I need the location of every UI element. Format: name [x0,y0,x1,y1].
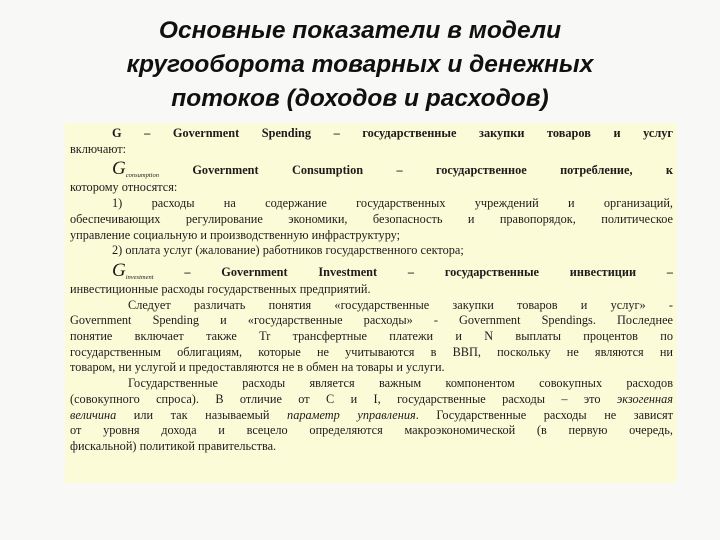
doc-line: Государственные расходы является важным компонентом совокупных расходов [128,376,673,391]
term-government-investment: – Government Investment [184,264,378,279]
doc-line: Government Spending и «государственные расходы» - Government Spendings. Последнее [70,313,673,328]
doc-line-g-consumption: $G_{consumption}$ Government Consumption – государственное потребление, к [112,158,673,180]
g-consumption-symbol: G [112,158,126,180]
doc-line: обеспечивающих регулирование экономики, безопасность и правопорядок, политическое [70,211,673,226]
g-investment-symbol: G [112,259,126,281]
title-line-2: кругооборота товарных и денежных [126,51,594,78]
doc-line: (совокупного спроса). В отличие от С и I, государственные расходы – это экзогенная [70,391,673,406]
doc-line: от уровня дохода и всецело определяются макроэкономической (в первую очередь, [70,423,673,438]
doc-line: фискальной) политикой правительства. [70,438,277,453]
term-exogenous: экзогенная [616,391,673,406]
doc-line: величина или так называемый параметр управления. Государственные расходы не зависят [70,407,673,422]
doc-line: государственным облигациям, которые не учитываются в ВВП, поскольку не являются ни [70,344,673,359]
doc-line: 2) оплата услуг (жалование) работников государственного сектора; [112,243,464,258]
term-control-parameter: параметр управления [287,407,416,422]
slide-title [40,14,680,116]
doc-line: Следует различать понятия «государственные закупки товаров и услуг» - [128,297,673,312]
document-scan [65,123,677,483]
doc-line: управление социальную и производственную инфраструктуру; [70,227,401,242]
document-text [70,126,673,455]
doc-line: понятие включает также Tr трансфертные платежи и N выплаты процентов по [70,329,673,344]
g-symbol: G [112,126,122,140]
doc-line-g-investment: $G_{investment}$ – Government Investment – государственные инвестиции – [112,259,673,281]
doc-line-g-definition: G – Government Spending – государственные закупки товаров и услуг [112,126,673,140]
doc-line: которому относятся: [70,180,178,195]
doc-line: инвестиционные расходы государственных предприятий. [70,281,371,296]
doc-line: товаром, ни услугой и предоставляются не в обмен на товары и услуги. [70,360,445,375]
doc-line: 1) расходы на содержание государственных учреждений и организаций, [112,196,673,211]
title-line-1: Основные показатели в модели [158,17,562,44]
title-line-3: потоков (доходов и расходов) [171,85,549,112]
term-government-spending: Government Spending [172,126,311,140]
term-government-consumption: Government Consumption [192,163,364,178]
doc-line: включают: [70,141,127,156]
